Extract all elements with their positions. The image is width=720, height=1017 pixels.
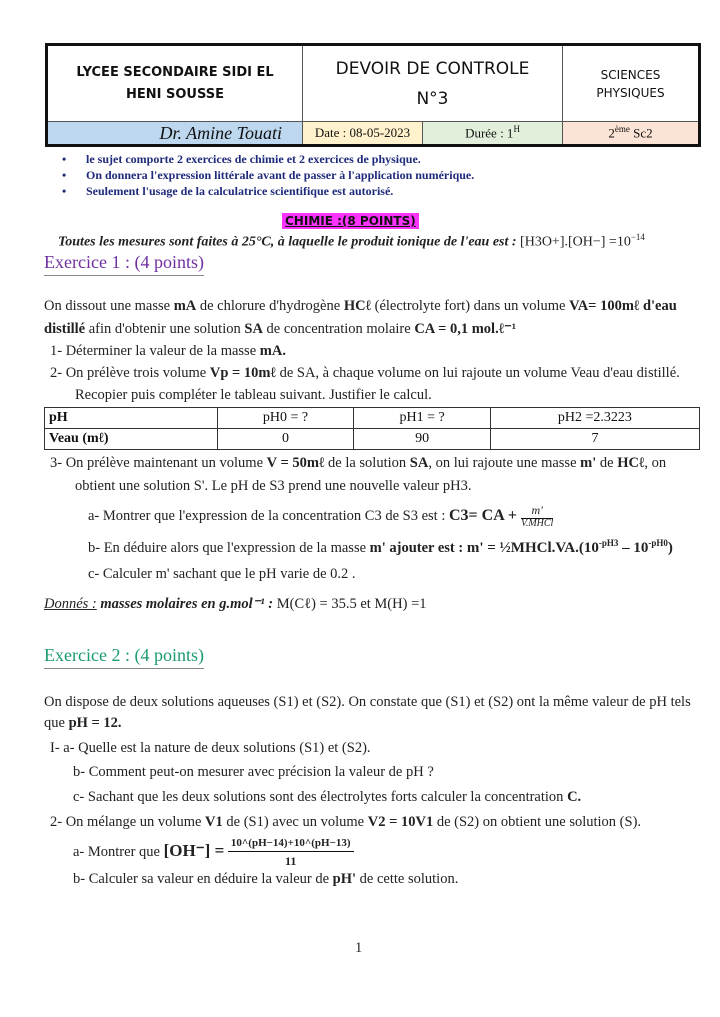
- volume: VA= 100mℓ d'eau: [569, 298, 677, 314]
- ex1-question1: [50, 343, 286, 360]
- intro-line: [58, 233, 645, 251]
- text: de la solution: [324, 455, 410, 471]
- table-cell: pH1 = ?: [354, 408, 491, 429]
- subject-line1: SCIENCES: [600, 68, 661, 82]
- mass: m': [580, 455, 597, 471]
- text: , on: [644, 455, 667, 471]
- class-level: [563, 121, 698, 144]
- exponent: -pH0: [648, 538, 668, 548]
- text: , on lui rajoute une masse: [428, 455, 581, 471]
- exam-title: DEVOIR DE CONTROLE: [335, 58, 530, 79]
- text: b- En déduire alors que l'expression de la masse: [88, 540, 370, 556]
- label: Donnés :: [44, 596, 97, 612]
- table-cell: pH2 =2.3223: [490, 408, 699, 429]
- ex1-paragraph-line2: [44, 321, 516, 338]
- header-table: [45, 43, 701, 147]
- values: M(Cℓ) = 35.5 et M(H) =1: [273, 596, 427, 612]
- ph-prime: pH': [332, 871, 357, 887]
- page-number: 1: [355, 940, 363, 956]
- instruction-text: Seulement l'usage de la calculatrice scientifique est autorisé.: [86, 184, 394, 198]
- ex2-paragraph-line2: [44, 715, 122, 732]
- class-section: Sc2: [629, 125, 653, 141]
- exam-duration: [423, 121, 563, 144]
- text: 3- On prélève maintenant un volume: [50, 455, 267, 471]
- text: On dissout une masse: [44, 298, 174, 314]
- duration-wrap: [465, 125, 520, 141]
- concentration: C.: [567, 789, 582, 805]
- mass-symbol: mA: [173, 298, 197, 314]
- text: masses molaires en g.mol⁻¹ :: [96, 596, 274, 612]
- school-cell: [48, 46, 303, 121]
- class-wrap: [608, 125, 652, 141]
- ex2-question2: [50, 814, 641, 831]
- text: a- Montrer que l'expression de la concentration C3 de S3 est :: [88, 507, 449, 524]
- class-sup: ème: [614, 123, 630, 134]
- volume: V1: [205, 814, 223, 830]
- table-row: [45, 429, 700, 450]
- hcl: HCℓ: [617, 455, 645, 471]
- instruction-item: • le sujet comporte 2 exercices de chimie et 2 exercices de physique.: [62, 152, 421, 166]
- ex2-question2b: [73, 871, 458, 888]
- hcl: HCℓ: [343, 298, 371, 314]
- text: de (S1) avec un volume: [222, 814, 368, 830]
- numerator: 10^(pH−14)+10^(pH−13): [228, 838, 354, 852]
- ex1-question3a: [88, 504, 553, 529]
- concentration: CA = 0,1 mol.ℓ⁻¹: [414, 321, 517, 337]
- ex1-question3c: c- Calculer m' sachant que le pH varie de 0.2 .: [88, 566, 356, 582]
- class-num: 2: [608, 125, 615, 141]
- table-row: [45, 408, 700, 429]
- ex1-question3b: [88, 539, 673, 557]
- duration-unit: H: [513, 123, 520, 134]
- text: (électrolyte fort) dans un volume: [371, 298, 570, 314]
- text: de chlorure d'hydrogène: [196, 298, 344, 314]
- formula: [467, 540, 673, 556]
- formula-part: – 10: [618, 540, 649, 556]
- fraction: [228, 838, 354, 867]
- ex2-question1a: I- a- Quelle est la nature de deux solutions (S1) et (S2).: [50, 740, 371, 756]
- volume: Vp = 10mℓ: [209, 365, 276, 381]
- volume: V2 = 10V1: [367, 814, 434, 830]
- text: afin d'obtenir une solution: [85, 321, 245, 337]
- volume: V = 50mℓ: [266, 455, 325, 471]
- formula-part: m' = ½MHCl.VA.(10: [466, 540, 599, 556]
- numerator: m′: [521, 504, 553, 519]
- text: de cette solution.: [356, 871, 459, 887]
- instruction-text: le sujet comporte 2 exercices de chimie et 2 exercices de physique.: [86, 152, 421, 166]
- school-name-line1: LYCEE SECONDAIRE SIDI EL: [76, 64, 274, 80]
- ph-table: [44, 407, 700, 450]
- ex2-question1b: b- Comment peut-on mesurer avec précision la valeur de pH ?: [73, 764, 434, 780]
- exam-number: N°3: [416, 88, 449, 109]
- text: b- Calculer sa valeur en déduire la valeur de: [73, 871, 333, 887]
- text: 1- Déterminer la valeur de la masse: [50, 343, 260, 359]
- ex1-paragraph-line1: [44, 298, 677, 315]
- given-data: [44, 596, 427, 613]
- ph-value: pH = 12.: [68, 715, 122, 731]
- intro-text: Toutes les mesures sont faites à 25°C, à laquelle le produit ionique de l'eau est :: [58, 234, 517, 250]
- instruction-item: • Seulement l'usage de la calculatrice scientifique est autorisé.: [62, 184, 394, 198]
- subject-line2: PHYSIQUES: [596, 86, 665, 100]
- formula: C3= CA +: [449, 506, 522, 524]
- ex1-question2: [50, 365, 680, 382]
- text: de: [596, 455, 618, 471]
- instruction-item: • On donnera l'expression littérale avant de passer à l'application numérique.: [62, 168, 475, 182]
- text: c- Sachant que les deux solutions sont des électrolytes forts calculer la concentration: [73, 789, 568, 805]
- solution: SA: [409, 455, 429, 471]
- text: a- Montrer que: [73, 843, 164, 860]
- school-name-line2: HENI SOUSSE: [126, 86, 224, 102]
- ex2-question2a: [73, 838, 354, 867]
- mass: mA.: [259, 343, 286, 359]
- table-cell: 0: [217, 429, 354, 450]
- exercise1-title: Exercice 1 : (4 points): [44, 252, 204, 276]
- duration-text: Durée : 1: [465, 125, 514, 141]
- denominator: V.MHCl: [521, 518, 554, 529]
- table-cell: 90: [354, 429, 491, 450]
- ionic-product: [H3O+].[OH−] =10: [520, 234, 631, 250]
- text: 2- On mélange un volume: [50, 814, 206, 830]
- solution: SA: [244, 321, 263, 337]
- table-cell: pH: [45, 408, 218, 429]
- fraction: [521, 504, 553, 529]
- text: de (S2) on obtient une solution (S).: [433, 814, 642, 830]
- text: que: [44, 715, 69, 731]
- exercise2-title: Exercice 2 : (4 points): [44, 645, 204, 669]
- table-cell: Veau (mℓ): [45, 429, 218, 450]
- ex1-question3-line2: obtient une solution S'. Le pH de S3 prend une nouvelle valeur pH3.: [75, 478, 472, 494]
- instructions-list: [62, 151, 474, 199]
- denominator: 11: [285, 854, 297, 868]
- ionic-exponent: −14: [630, 232, 645, 242]
- chimie-heading: CHIMIE :(8 POINTS): [282, 213, 419, 229]
- text: distillé: [44, 321, 86, 337]
- ex1-question2-line2: Recopier puis compléter le tableau suivant. Justifier le calcul.: [75, 387, 432, 403]
- instruction-text: On donnera l'expression littérale avant de passer à l'application numérique.: [86, 168, 475, 182]
- text: de concentration molaire: [262, 321, 415, 337]
- subject-cell: [563, 46, 698, 121]
- exponent: -pH3: [598, 538, 619, 548]
- text: de SA, à chaque volume on lui rajoute un volume Veau d'eau distillé.: [275, 365, 680, 381]
- text: m' ajouter est :: [369, 540, 464, 556]
- text: 2- On prélève trois volume: [50, 365, 210, 381]
- teacher-name: Dr. Amine Touati: [48, 121, 303, 144]
- ex1-question3: [50, 455, 666, 472]
- formula: [OH⁻] =: [163, 840, 225, 860]
- formula-part: ): [667, 540, 673, 556]
- table-cell: 7: [490, 429, 699, 450]
- ex2-paragraph-line1: On dispose de deux solutions aqueuses (S1) et (S2). On constate que (S1) et (S2) ont la même valeur de pH tels: [44, 694, 691, 710]
- table-cell: pH0 = ?: [217, 408, 354, 429]
- exam-date: Date : 08-05-2023: [303, 121, 423, 144]
- ex2-question1c: [73, 789, 581, 806]
- title-cell: [303, 46, 563, 121]
